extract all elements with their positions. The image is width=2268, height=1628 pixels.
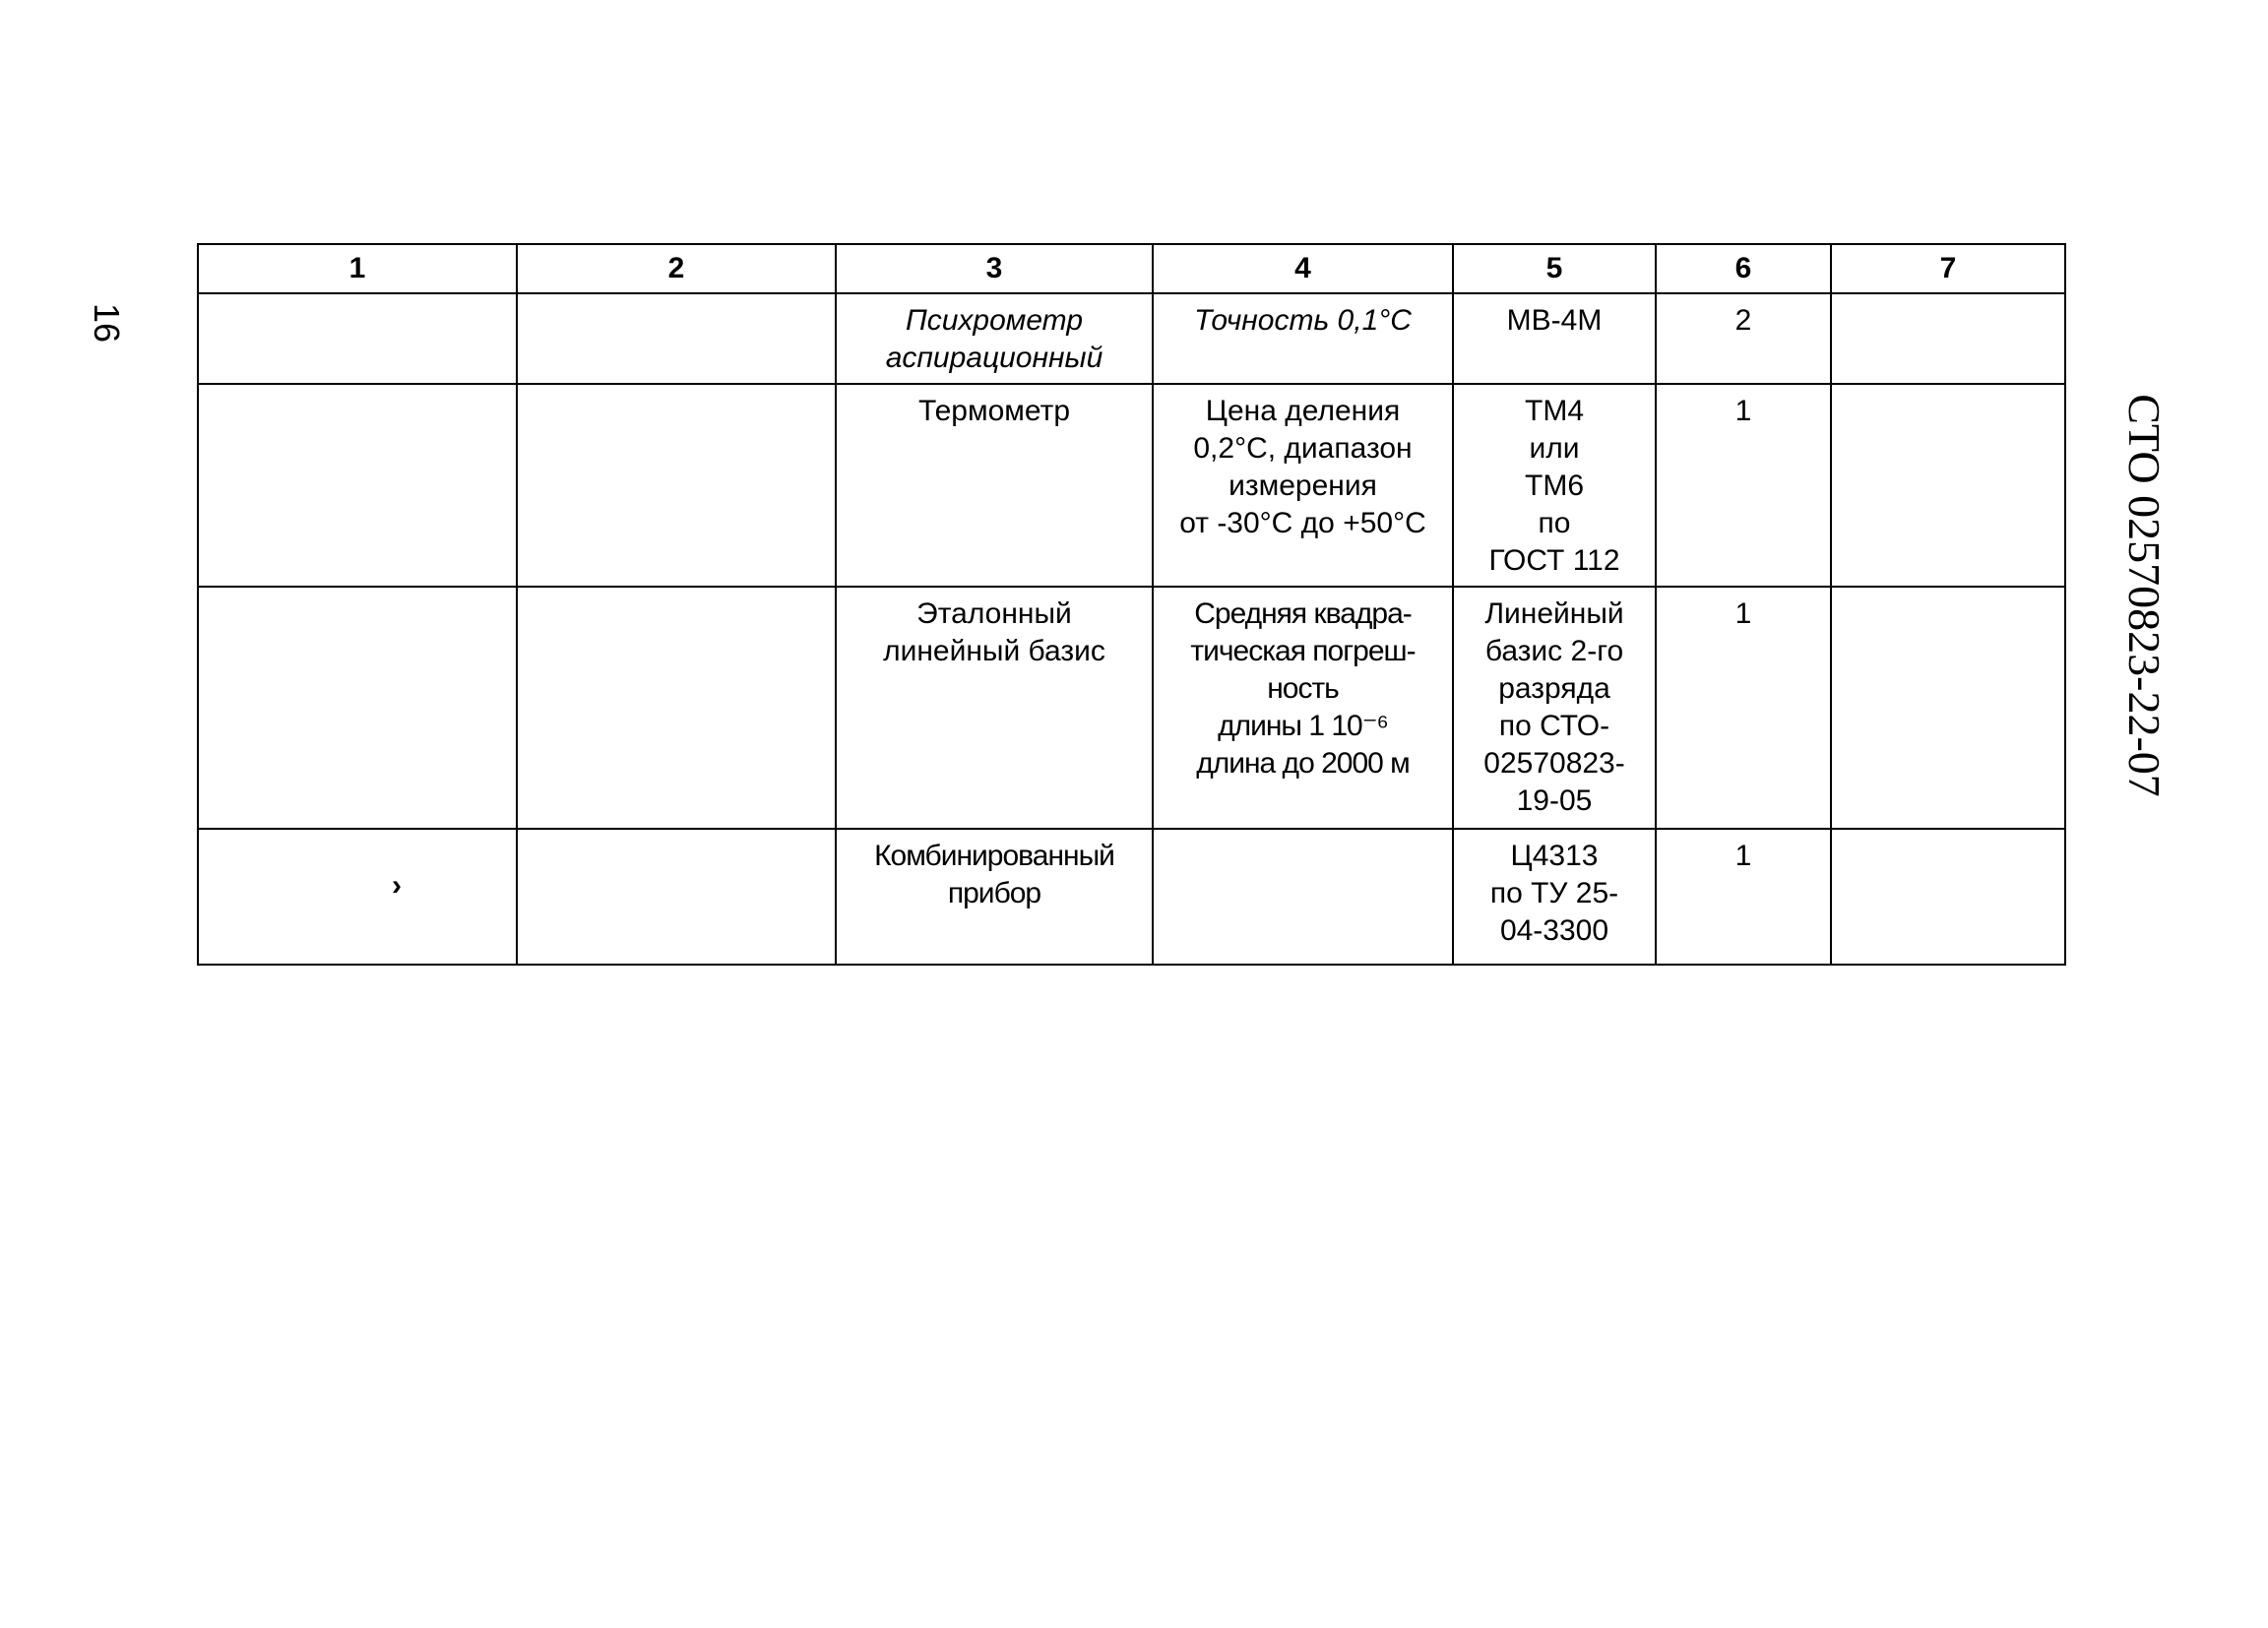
table-cell: [198, 293, 517, 384]
table-cell: [1831, 293, 2065, 384]
quantity-cell: 1: [1656, 829, 1831, 965]
table-cell: [198, 384, 517, 587]
quantity-cell: 2: [1656, 293, 1831, 384]
column-header: 4: [1153, 244, 1453, 293]
characteristic-cell: Цена деления 0,2°С, диапазон измерения от -30°С до +50°С: [1153, 384, 1453, 587]
quantity-cell: 1: [1656, 587, 1831, 829]
column-header: 7: [1831, 244, 2065, 293]
equipment-table: [197, 243, 2066, 966]
stray-mark: ›: [392, 869, 402, 902]
characteristic-cell: [1153, 829, 1453, 965]
device-name-cell: Термометр: [836, 384, 1153, 587]
table-cell: [1831, 829, 2065, 965]
column-header: 2: [517, 244, 836, 293]
table-header-row: [198, 244, 2065, 293]
column-header: 6: [1656, 244, 1831, 293]
device-name-cell: Психрометр аспирационный: [836, 293, 1153, 384]
model-cell: Линейный базис 2-го разряда по СТО- 02570823- 19-05: [1453, 587, 1656, 829]
table-row: [198, 829, 2065, 965]
table-cell: [1831, 384, 2065, 587]
column-header: 1: [198, 244, 517, 293]
table-cell: [517, 293, 836, 384]
model-cell: МВ-4М: [1453, 293, 1656, 384]
device-name-cell: Комбинированный прибор: [836, 829, 1153, 965]
quantity-cell: 1: [1656, 384, 1831, 587]
table-row: [198, 587, 2065, 829]
model-cell: Ц4313 по ТУ 25- 04-3300: [1453, 829, 1656, 965]
table-cell: [198, 587, 517, 829]
characteristic-cell: Точность 0,1°С: [1153, 293, 1453, 384]
table-row: [198, 384, 2065, 587]
characteristic-cell: Средняя квадра- тическая погреш- ность длины 1 10⁻⁶ длина до 2000 м: [1153, 587, 1453, 829]
column-header: 3: [836, 244, 1153, 293]
model-cell: ТМ4 или ТМ6 по ГОСТ 112: [1453, 384, 1656, 587]
table-cell: [517, 829, 836, 965]
device-name-cell: Эталонный линейный базис: [836, 587, 1153, 829]
table-cell: [517, 384, 836, 587]
table-cell: [517, 587, 836, 829]
table-row: [198, 293, 2065, 384]
table-cell: [1831, 587, 2065, 829]
document-code: СТО 02570823-22-07: [2119, 394, 2170, 797]
page-number: 16: [87, 302, 127, 344]
column-header: 5: [1453, 244, 1656, 293]
table-cell: [198, 829, 517, 965]
